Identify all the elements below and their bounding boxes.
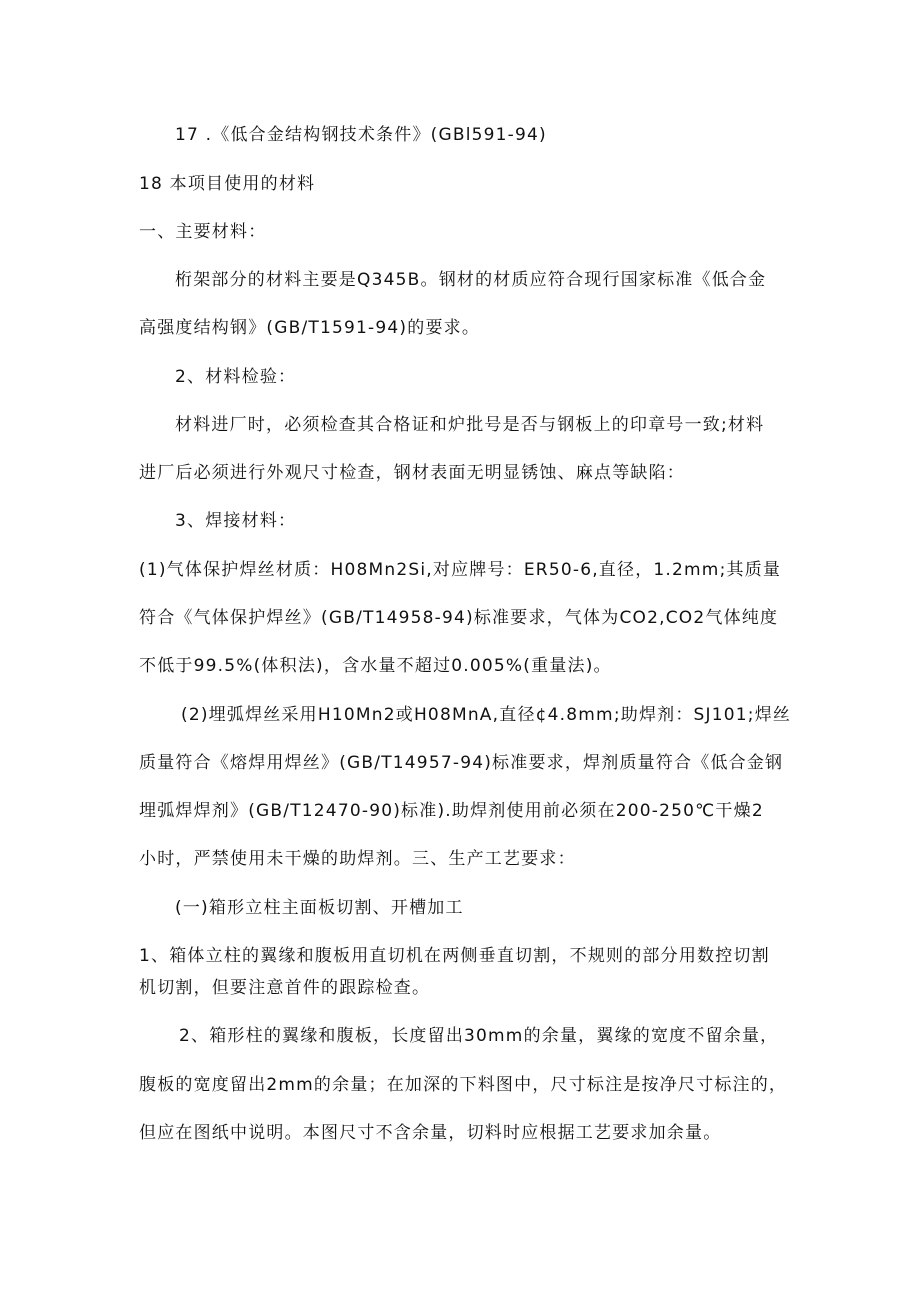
- paragraph-line: 桁架部分的材料主要是Q345B。钢材的材质应符合现行国家标准《低合金: [175, 270, 767, 290]
- section-heading-main-materials: 一、主要材料：: [139, 222, 267, 242]
- paragraph-line: 高强度结构钢》(GB/T1591-94)的要求。: [139, 318, 481, 338]
- subsection-heading-welding-materials: 3、焊接材料：: [175, 511, 297, 531]
- paragraph-line: 2、箱形柱的翼缘和腹板，长度留出30mm的余量，翼缘的宽度不留余量，: [179, 1026, 779, 1046]
- paragraph-line: 机切割，但要注意首件的跟踪检查。: [139, 978, 431, 998]
- subsection-heading-inspection: 2、材料检验：: [175, 367, 297, 387]
- paragraph-line: 腹板的宽度留出2mm的余量；在加深的下料图中，尺寸标注是按净尺寸标注的，: [139, 1075, 788, 1095]
- paragraph-line: 质量符合《熔焊用焊丝》(GB/T14957-94)标准要求，焊剂质量符合《低合金钢: [139, 753, 784, 773]
- paragraph-line: (2)埋弧焊丝采用H10Mn2或H08MnA,直径¢4.8mm;助焊剂：SJ101;焊丝: [181, 705, 792, 725]
- subsection-heading-box-column: (一)箱形立柱主面板切割、开槽加工: [175, 898, 464, 918]
- paragraph-line: 材料进厂时，必须检查其合格证和炉批号是否与钢板上的印章号一致;材料: [175, 415, 765, 435]
- paragraph-line: 小时，严禁使用未干燥的助焊剂。三、生产工艺要求：: [139, 849, 576, 869]
- reference-item-17: 17 .《低合金结构钢技术条件》(GBl591-94): [175, 125, 547, 145]
- reference-item-18: 18 本项目使用的材料: [139, 174, 316, 194]
- paragraph-line: 埋弧焊焊剂》(GB/T12470-90)标准).助焊剂使用前必须在200-250℃干燥2: [139, 801, 764, 821]
- paragraph-line: 但应在图纸中说明。本图尺寸不含余量，切料时应根据工艺要求加余量。: [139, 1123, 722, 1143]
- paragraph-line: 进厂后必须进行外观尺寸检查，钢材表面无明显锈蚀、麻点等缺陷：: [139, 463, 685, 483]
- paragraph-line: 符合《气体保护焊丝》(GB/T14958-94)标准要求，气体为CO2,CO2气体纯度: [139, 608, 779, 628]
- paragraph-line: (1)气体保护焊丝材质：H08Mn2Si,对应牌号：ER50-6,直径，1.2mm;其质量: [139, 560, 782, 580]
- paragraph-line: 1、箱体立柱的翼缘和腹板用直切机在两侧垂直切割，不规则的部分用数控切割: [139, 946, 770, 966]
- paragraph-line: 不低于99.5%(体积法)，含水量不超过0.005%(重量法)。: [139, 656, 612, 676]
